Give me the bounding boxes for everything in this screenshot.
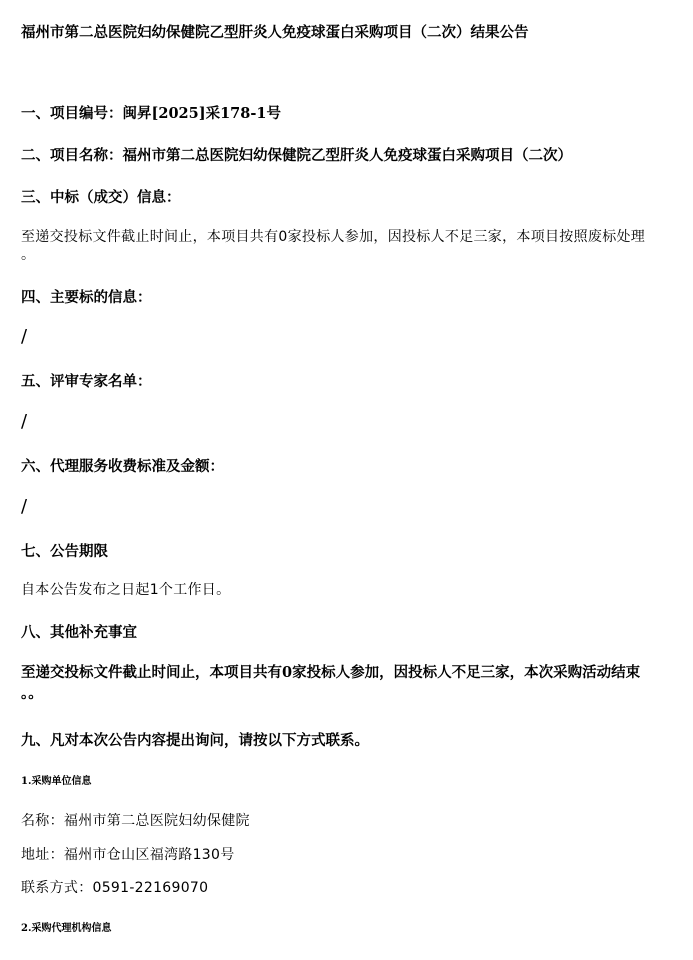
section-award-info-heading: 三、中标（成交）信息： <box>21 189 181 206</box>
section-project-number: 一、项目编号：闽昇[2025]采178-1号 <box>21 105 281 122</box>
purchaser-info-heading: 1.采购单位信息 <box>21 776 92 787</box>
agency-fee-value: / <box>21 496 28 517</box>
section-experts-heading: 五、评审专家名单： <box>21 373 152 390</box>
page-title: 福州市第二总医院妇幼保健院乙型肝炎人免疫球蛋白采购项目（二次）结果公告 <box>21 24 529 41</box>
section-main-subject-heading: 四、主要标的信息： <box>21 289 152 306</box>
experts-value: / <box>21 411 28 432</box>
main-subject-value: / <box>21 326 28 347</box>
section-other-matters-heading: 八、其他补充事宜 <box>21 624 137 641</box>
purchaser-contact: 联系方式：0591-22169070 <box>21 880 209 896</box>
section-contact-heading: 九、凡对本次公告内容提出询问，请按以下方式联系。 <box>21 732 369 749</box>
section-project-name: 二、项目名称：福州市第二总医院妇幼保健院乙型肝炎人免疫球蛋白采购项目（二次） <box>21 147 572 164</box>
section-notice-period-heading: 七、公告期限 <box>21 543 108 560</box>
other-matters-text: 至递交投标文件截止时间止，本项目共有0家投标人参加，因投标人不足三家，本次采购活动结束 <box>21 664 641 681</box>
award-info-text: 至递交投标文件截止时间止，本项目共有0家投标人参加，因投标人不足三家，本项目按照废标处理 <box>21 229 646 245</box>
agency-info-heading: 2.采购代理机构信息 <box>21 923 112 934</box>
section-agency-fee-heading: 六、代理服务收费标准及金额： <box>21 458 224 475</box>
purchaser-name: 名称：福州市第二总医院妇幼保健院 <box>21 813 250 829</box>
purchaser-address: 地址：福州市仓山区福湾路130号 <box>21 847 235 863</box>
award-info-text-continued: 。 <box>21 247 36 263</box>
other-matters-text-continued: 。。 <box>21 685 43 702</box>
notice-period-text: 自本公告发布之日起1个工作日。 <box>21 582 231 598</box>
